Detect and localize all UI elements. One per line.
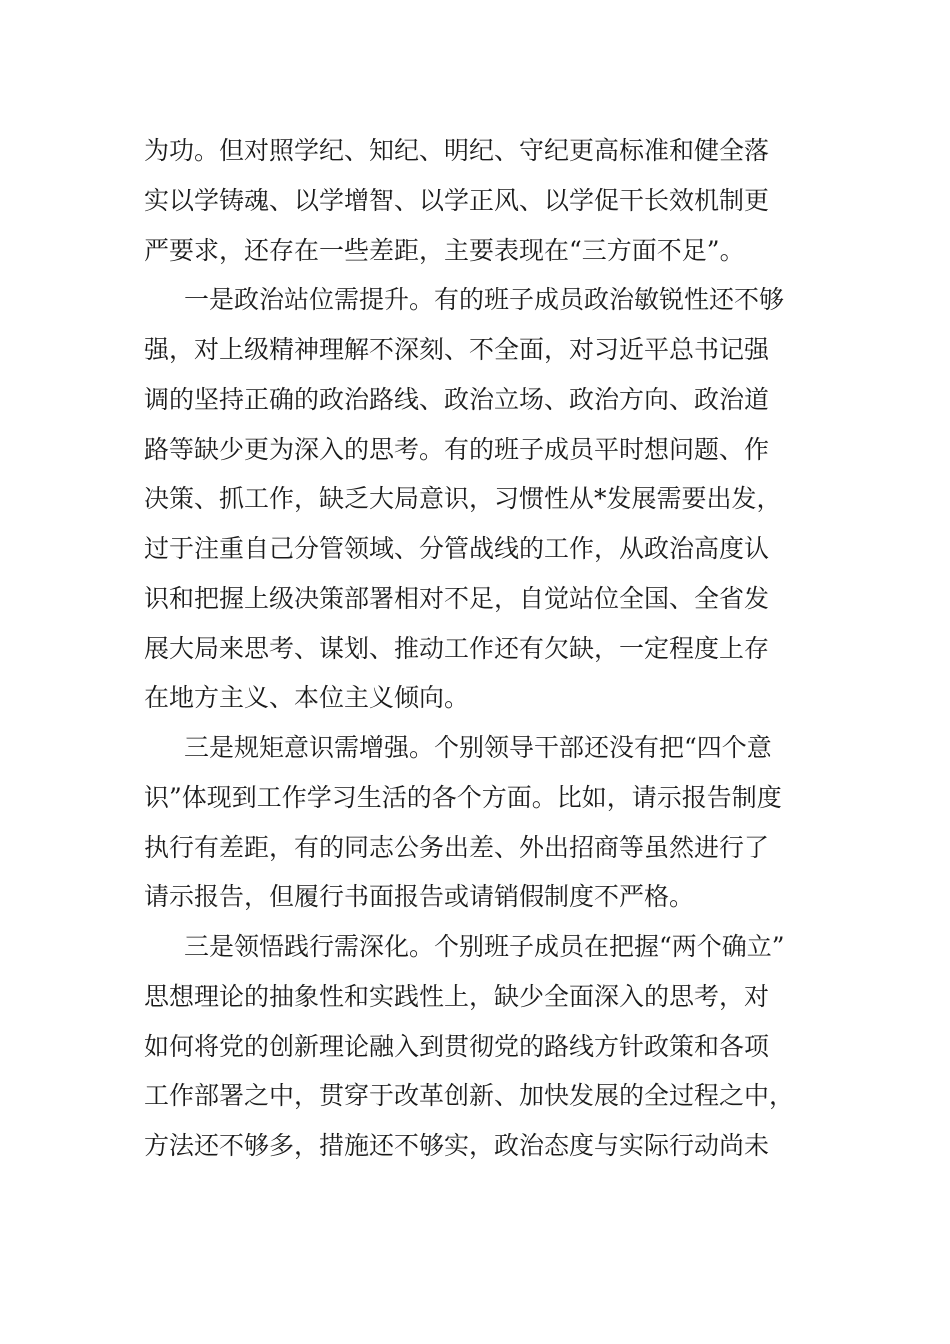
text-line: 实以学铸魂、以学增智、以学正风、以学促干长效机制更	[144, 185, 770, 215]
text-line: 工作部署之中，贯穿于改革创新、加快发展的全过程之中，	[144, 1081, 795, 1111]
text-line: 严要求，还存在一些差距，主要表现在“三方面不足”。	[144, 235, 745, 265]
text-line: 展大局来思考、谋划、推动工作还有欠缺，一定程度上存	[144, 633, 770, 663]
text-line: 执行有差距，有的同志公务出差、外出招商等虽然进行了	[144, 832, 770, 862]
text-line: 为功。但对照学纪、知纪、明纪、守纪更高标准和健全落	[144, 136, 770, 165]
text-line: 方法还不够多，措施还不够实，政治态度与实际行动尚未	[144, 1131, 770, 1160]
text-line: 决策、抓工作，缺乏大局意识，习惯性从*发展需要出发，	[144, 484, 782, 514]
text-line: 思想理论的抽象性和实践性上，缺少全面深入的思考，对	[144, 981, 770, 1011]
paragraph-first-line: 一是政治站位需提升。有的班子成员政治敏锐性还不够	[184, 285, 785, 315]
document-body	[144, 126, 812, 1171]
paragraph-first-line: 三是领悟践行需深化。个别班子成员在把握“两个确立”	[184, 932, 785, 961]
text-line: 请示报告，但履行书面报告或请销假制度不严格。	[144, 882, 695, 912]
text-line: 路等缺少更为深入的思考。有的班子成员平时想问题、作	[144, 434, 770, 464]
text-line: 如何将党的创新理论融入到贯彻党的路线方针政策和各项	[144, 1031, 770, 1061]
text-line: 识”体现到工作学习生活的各个方面。比如，请示报告制度	[144, 782, 782, 812]
text-line: 强，对上级精神理解不深刻、不全面，对习近平总书记强	[144, 335, 770, 364]
text-line: 过于注重自己分管领域、分管战线的工作，从政治高度认	[144, 534, 770, 563]
text-line: 在地方主义、本位主义倾向。	[144, 683, 470, 713]
text-line: 识和把握上级决策部署相对不足，自觉站位全国、全省发	[144, 583, 770, 613]
paragraph-first-line: 三是规矩意识需增强。个别领导干部还没有把“四个意	[184, 733, 772, 762]
text-line: 调的坚持正确的政治路线、政治立场、政治方向、政治道	[144, 384, 770, 414]
